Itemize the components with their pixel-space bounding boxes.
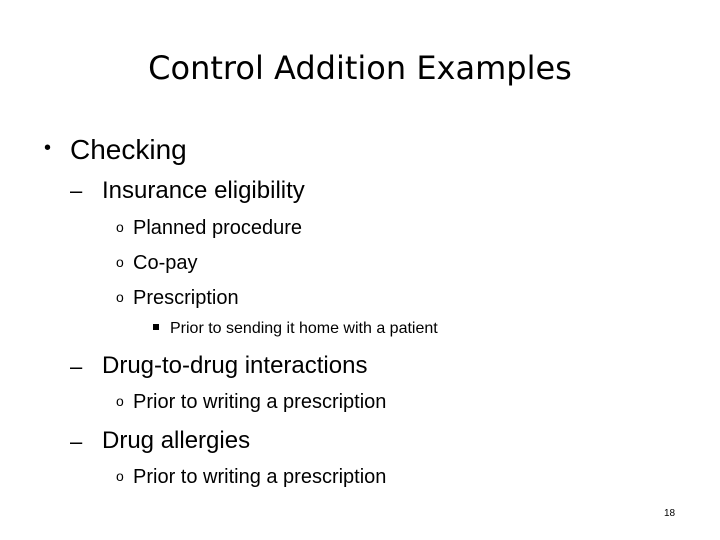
bullet-item-planned-procedure: Planned procedure	[133, 217, 303, 239]
bullet-item-prescription: Prescription	[133, 287, 239, 309]
bullet-dash-icon: –	[70, 354, 83, 379]
bullet-item-drug-allergies: Drug allergies	[102, 427, 251, 454]
bullet-dot-icon: •	[44, 137, 52, 159]
bullet-dash-icon: –	[70, 429, 83, 454]
bullet-item-prior-to-writing-2: Prior to writing a prescription	[133, 466, 387, 488]
bullet-item-prior-to-writing-1: Prior to writing a prescription	[133, 391, 387, 413]
bullet-square-icon	[153, 324, 159, 330]
bullet-item-insurance-eligibility: Insurance eligibility	[102, 177, 305, 204]
bullet-circle-icon: o	[116, 289, 124, 305]
bullet-item-checking: Checking	[70, 134, 187, 165]
bullet-circle-icon: o	[116, 393, 124, 409]
slide-title: Control Addition Examples	[148, 49, 572, 87]
bullet-item-drug-to-drug: Drug-to-drug interactions	[102, 352, 368, 379]
bullet-dash-icon: –	[70, 178, 83, 203]
bullet-item-prior-to-sending: Prior to sending it home with a patient	[170, 320, 438, 337]
bullet-circle-icon: o	[116, 219, 124, 235]
bullet-circle-icon: o	[116, 468, 124, 484]
bullet-item-co-pay: Co-pay	[133, 252, 198, 274]
bullet-circle-icon: o	[116, 254, 124, 270]
page-number: 18	[664, 508, 676, 519]
